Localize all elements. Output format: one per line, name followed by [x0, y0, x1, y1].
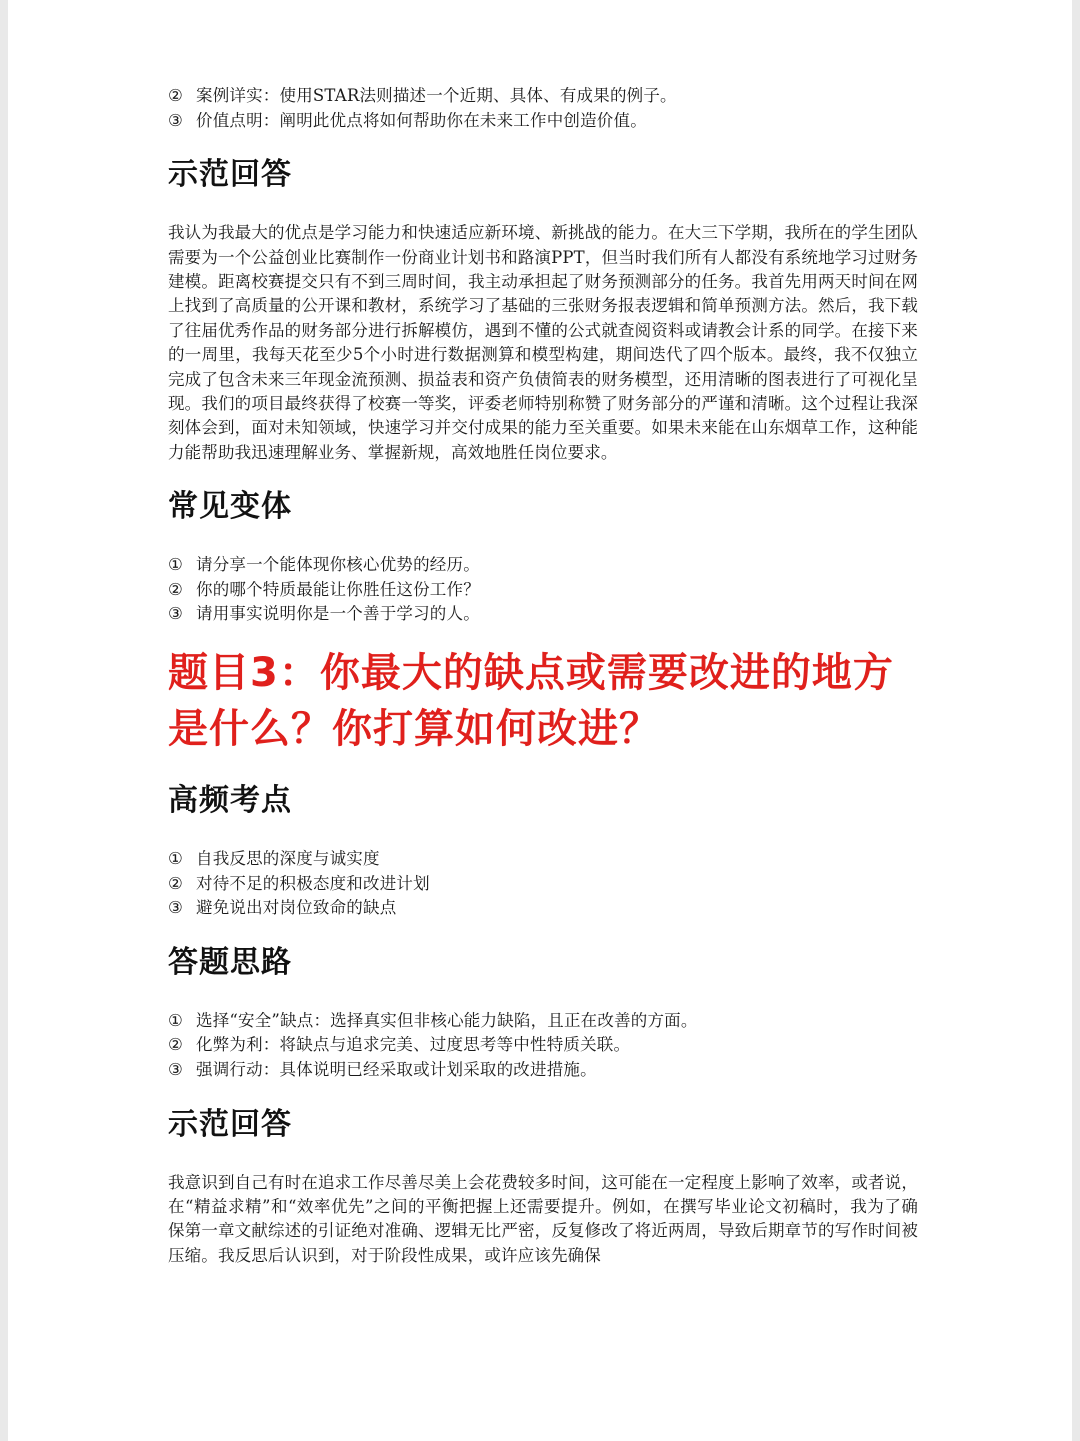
list-item: [168, 109, 918, 134]
list-item: [168, 84, 918, 109]
question-3-title-line-1: 题目3：你最大的缺点或需要改进的地方: [168, 650, 894, 697]
approach-list: [168, 1009, 918, 1083]
section-title-key-points: 高频考点: [168, 783, 292, 819]
key-points-list: [168, 847, 918, 921]
list-item: [168, 578, 918, 603]
list-number: ①: [168, 1010, 183, 1030]
list-text: 自我反思的深度与诚实度: [196, 849, 380, 869]
list-item: [168, 847, 918, 872]
list-number: ②: [168, 86, 183, 105]
demo-answer-2-paragraph: 我意识到自己有时在追求工作尽善尽美上会花费较多时间，这可能在一定程度上影响了效率，或者说，在“精益求精”和“效率优先”之间的平衡把握上还需要提升。例如，在撰写毕业论文初稿时，我为了确保第一章文献综述的引证绝对准确、逻辑无比严密，反复修改了将近两周，导致后期章节的写作时间被压缩。我反思后认识到，对于阶段性成果，或许应该先确保: [168, 1172, 918, 1265]
list-text: 强调行动：具体说明已经采取或计划采取的改进措施。: [196, 1060, 597, 1079]
document-page: [8, 0, 1072, 1441]
section-title-demo-answer-1: 示范回答: [168, 157, 292, 193]
list-item: [168, 553, 918, 578]
list-text: 对待不足的积极态度和改进计划: [196, 873, 430, 893]
document-content: [168, 84, 918, 1268]
list-number: ③: [168, 604, 183, 624]
list-number: ③: [168, 1060, 183, 1079]
list-text: 避免说出对岗位致命的缺点: [196, 898, 397, 918]
list-item: [168, 1009, 918, 1034]
list-number: ②: [168, 579, 183, 599]
list-text: 选择“安全”缺点：选择真实但非核心能力缺陷，且正在改善的方面。: [196, 1010, 698, 1030]
list-text: 请用事实说明你是一个善于学习的人。: [196, 604, 480, 624]
list-text: 案例详实：使用STAR法则描述一个近期、具体、有成果的例子。: [196, 86, 677, 105]
question-3-title: [168, 645, 918, 757]
top-list: [168, 84, 918, 133]
list-text: 你的哪个特质最能让你胜任这份工作？: [196, 579, 480, 599]
list-text: 化弊为利：将缺点与追求完美、过度思考等中性特质关联。: [196, 1035, 631, 1055]
section-title-approach: 答题思路: [168, 944, 292, 980]
list-item: [168, 896, 918, 921]
question-3-title-line-2: 是什么？你打算如何改进？: [168, 706, 660, 753]
list-number: ①: [168, 849, 183, 869]
list-number: ③: [168, 110, 183, 130]
list-text: 请分享一个能体现你核心优势的经历。: [196, 555, 480, 575]
demo-answer-1-paragraph: 我认为我最大的优点是学习能力和快速适应新环境、新挑战的能力。在大三下学期，我所在的学生团队需要为一个公益创业比赛制作一份商业计划书和路演PPT，但当时我们所有人都没有系统地学习过财务建模。距离校赛提交只有不到三周时间，我主动承担起了财务预测部分的任务。我首先用两天时间在网上找到了高质量的公开课和教材，系统学习了基础的三张财务报表逻辑和简单预测方法。然后，我下载了往届优秀作品的财务部分进行拆解模仿，遇到不懂的公式就查阅资料或请教会计系的同学。在接下来的一周里，我每天花至少5个小时进行数据测算和模型构建，期间迭代了四个版本。最终，我不仅独立完成了包含未来三年现金流预测、损益表和资产负债简表的财务模型，还用清晰的图表进行了可视化呈现。我们的项目最终获得了校赛一等奖，评委老师特别称赞了财务部分的严谨和清晰。这个过程让我深刻体会到，面对未知领域，快速学习并交付成果的能力至关重要。如果未来能在山东烟草工作，这种能力能帮助我迅速理解业务、掌握新规，高效地胜任岗位要求。: [168, 223, 918, 462]
list-item: [168, 602, 918, 627]
list-number: ①: [168, 555, 183, 575]
list-number: ③: [168, 898, 183, 918]
section-title-demo-answer-2: 示范回答: [168, 1106, 292, 1142]
list-number: ②: [168, 873, 183, 893]
list-number: ②: [168, 1035, 183, 1055]
variants-list: [168, 553, 918, 627]
list-item: [168, 1033, 918, 1058]
list-text: 价值点明：阐明此优点将如何帮助你在未来工作中创造价值。: [196, 110, 647, 130]
section-title-variants: 常见变体: [168, 489, 292, 525]
list-item: [168, 1058, 918, 1083]
list-item: [168, 872, 918, 897]
